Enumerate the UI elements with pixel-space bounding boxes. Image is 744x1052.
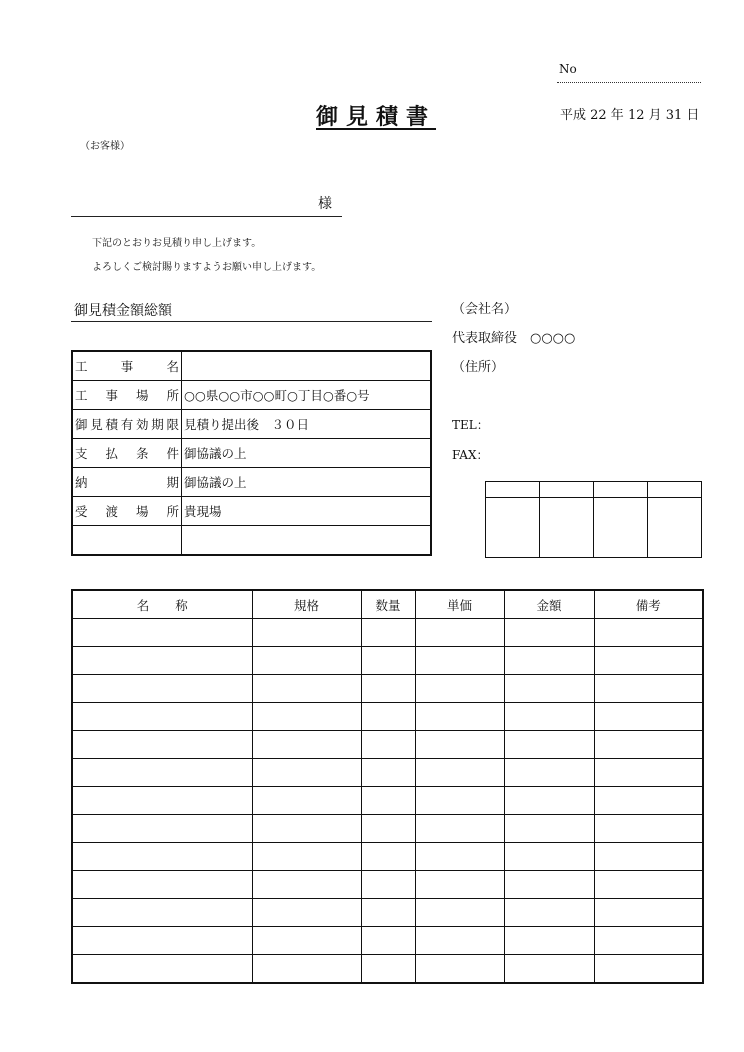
item-cell (504, 815, 594, 843)
greeting-line-2: よろしくご検討賜りますようお願い申し上げます。 (92, 262, 322, 273)
item-row (72, 703, 703, 731)
item-cell (252, 843, 361, 871)
item-cell (361, 787, 415, 815)
item-row (72, 871, 703, 899)
item-cell (504, 647, 594, 675)
item-cell (594, 815, 703, 843)
item-cell (72, 955, 252, 984)
item-cell (504, 731, 594, 759)
item-cell (594, 843, 703, 871)
info-value: ○○県○○市○○町○丁目○番○号 (182, 381, 432, 410)
info-value: 見積り提出後 ３０日 (182, 410, 432, 439)
item-cell (361, 703, 415, 731)
info-label: 納期 (72, 468, 182, 497)
item-cell (72, 759, 252, 787)
item-cell (594, 899, 703, 927)
item-cell (361, 731, 415, 759)
item-cell (361, 843, 415, 871)
item-cell (361, 675, 415, 703)
item-cell (72, 843, 252, 871)
item-cell (72, 675, 252, 703)
info-label (72, 526, 182, 556)
project-info-table (71, 350, 432, 556)
stamp-cell (648, 498, 702, 558)
column-header-spec: 規格 (252, 590, 361, 619)
item-row (72, 843, 703, 871)
item-cell (415, 675, 504, 703)
item-cell (504, 675, 594, 703)
info-row (72, 468, 431, 497)
info-value (182, 351, 432, 381)
item-cell (415, 731, 504, 759)
item-cell (504, 787, 594, 815)
item-cell (594, 647, 703, 675)
info-value (182, 526, 432, 556)
stamp-header-cell (540, 482, 594, 498)
item-cell (252, 731, 361, 759)
item-cell (415, 815, 504, 843)
item-cell (594, 703, 703, 731)
column-header-quantity: 数量 (361, 590, 415, 619)
info-row (72, 526, 431, 556)
item-cell (594, 619, 703, 647)
item-cell (72, 871, 252, 899)
issuer-representative: 代表取締役 ○○○○ (452, 331, 576, 346)
info-value: 貴現場 (182, 497, 432, 526)
item-cell (594, 787, 703, 815)
item-cell (594, 675, 703, 703)
info-label: 支払条件 (72, 439, 182, 468)
column-header-unit-price: 単価 (415, 590, 504, 619)
item-cell (361, 871, 415, 899)
info-row (72, 351, 431, 381)
item-cell (252, 955, 361, 984)
item-cell (252, 675, 361, 703)
item-cell (504, 703, 594, 731)
column-header-remarks: 備考 (594, 590, 703, 619)
item-cell (252, 871, 361, 899)
issue-date: 平成 22 年 12 月 31 日 (560, 108, 700, 123)
item-cell (72, 647, 252, 675)
item-cell (504, 843, 594, 871)
item-cell (415, 787, 504, 815)
item-cell (252, 647, 361, 675)
number-label: No (559, 62, 577, 76)
item-row (72, 787, 703, 815)
item-cell (594, 871, 703, 899)
item-cell (415, 899, 504, 927)
stamp-cell (594, 498, 648, 558)
number-field-line (557, 82, 701, 83)
item-cell (252, 703, 361, 731)
item-cell (594, 731, 703, 759)
info-label: 受渡場所 (72, 497, 182, 526)
item-cell (415, 927, 504, 955)
stamp-header-cell (594, 482, 648, 498)
item-cell (72, 787, 252, 815)
item-cell (504, 619, 594, 647)
item-cell (252, 899, 361, 927)
item-cell (252, 619, 361, 647)
column-header-name: 名称 (72, 590, 252, 619)
item-row (72, 899, 703, 927)
item-cell (361, 899, 415, 927)
item-cell (415, 647, 504, 675)
item-cell (72, 731, 252, 759)
item-cell (504, 871, 594, 899)
approval-stamp-boxes (485, 481, 702, 558)
item-cell (361, 647, 415, 675)
item-cell (504, 927, 594, 955)
item-row (72, 759, 703, 787)
info-label: 工事名 (72, 351, 182, 381)
item-cell (72, 703, 252, 731)
item-cell (504, 955, 594, 984)
item-cell (72, 899, 252, 927)
item-row (72, 731, 703, 759)
customer-label: （お客様） (80, 141, 130, 152)
info-row (72, 381, 431, 410)
item-cell (504, 759, 594, 787)
stamp-cell (540, 498, 594, 558)
item-row (72, 815, 703, 843)
item-row (72, 647, 703, 675)
item-cell (415, 759, 504, 787)
greeting-line-1: 下記のとおりお見積り申し上げます。 (92, 238, 262, 249)
item-row (72, 955, 703, 984)
item-cell (361, 815, 415, 843)
info-row (72, 410, 431, 439)
item-cell (594, 955, 703, 984)
item-cell (415, 703, 504, 731)
item-row (72, 927, 703, 955)
info-label: 御見積有効期限 (72, 410, 182, 439)
item-cell (252, 927, 361, 955)
items-table (71, 589, 704, 984)
total-amount-line (71, 321, 432, 322)
stamp-header-cell (648, 482, 702, 498)
issuer-tel: TEL： (452, 418, 489, 432)
item-cell (361, 619, 415, 647)
stamp-header-cell (486, 482, 540, 498)
issuer-company: （会社名） (452, 302, 518, 317)
item-cell (252, 787, 361, 815)
item-cell (594, 927, 703, 955)
issuer-address: （住所） (452, 360, 505, 375)
issuer-fax: FAX： (452, 448, 489, 462)
info-row (72, 439, 431, 468)
stamp-cell (486, 498, 540, 558)
item-cell (415, 955, 504, 984)
item-cell (415, 843, 504, 871)
item-cell (252, 815, 361, 843)
info-label: 工事場所 (72, 381, 182, 410)
info-row (72, 497, 431, 526)
item-row (72, 675, 703, 703)
column-header-amount: 金額 (504, 590, 594, 619)
item-row (72, 619, 703, 647)
item-cell (72, 815, 252, 843)
item-cell (415, 871, 504, 899)
item-cell (361, 955, 415, 984)
info-value: 御協議の上 (182, 439, 432, 468)
item-cell (504, 899, 594, 927)
item-cell (361, 927, 415, 955)
info-value: 御協議の上 (182, 468, 432, 497)
item-cell (72, 619, 252, 647)
item-cell (72, 927, 252, 955)
total-amount-label: 御見積金額総額 (74, 303, 172, 319)
item-cell (361, 759, 415, 787)
document-title: 御見積書 (316, 104, 437, 130)
item-cell (415, 619, 504, 647)
item-cell (252, 759, 361, 787)
item-cell (594, 759, 703, 787)
customer-honorific: 様 (318, 196, 332, 212)
customer-name-line (71, 216, 342, 217)
